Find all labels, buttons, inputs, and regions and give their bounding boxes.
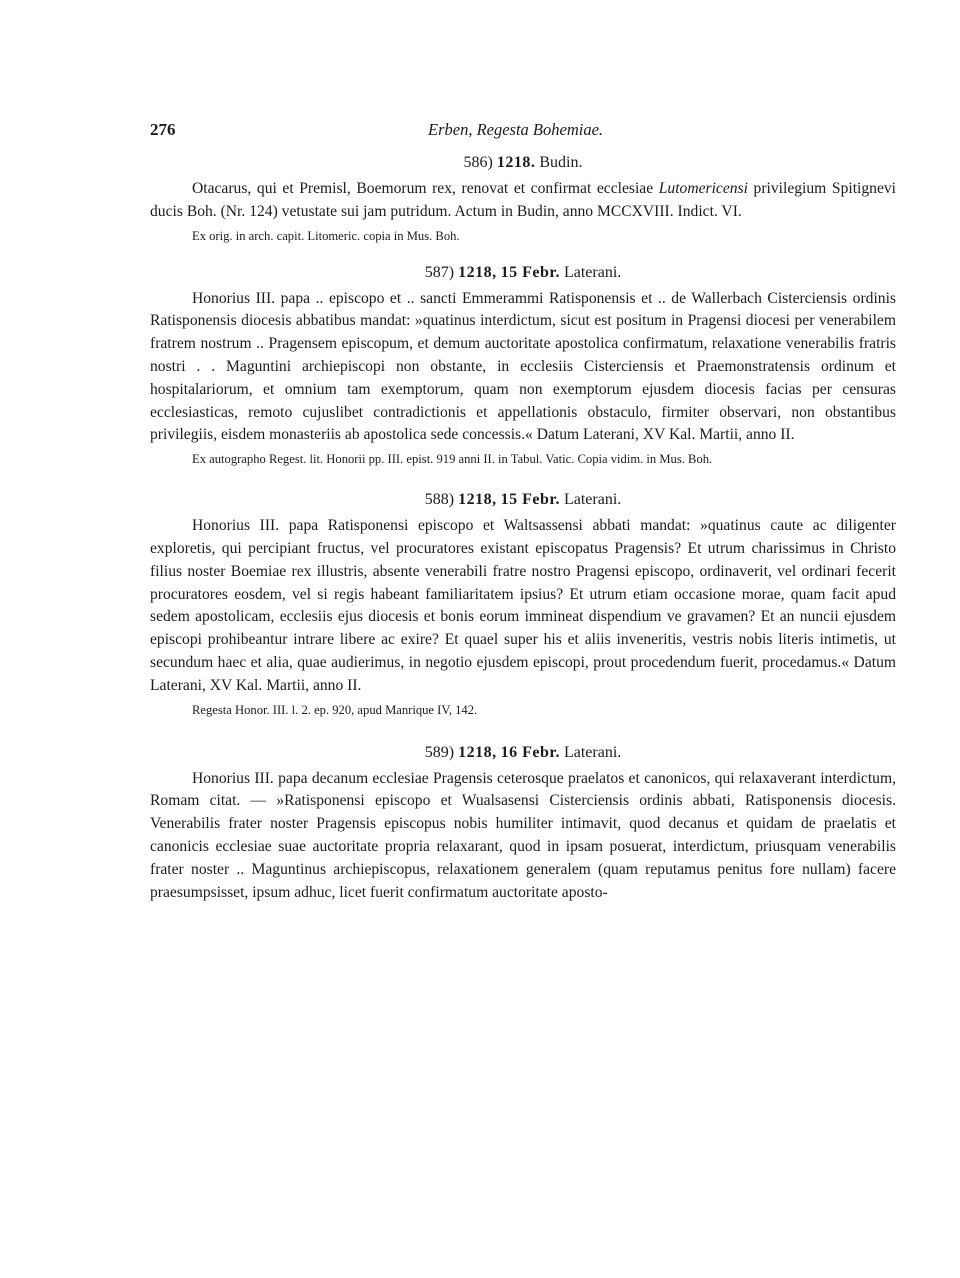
regest-entry-587 — [150, 264, 896, 470]
entry-heading — [150, 264, 896, 282]
running-title: Erben, Regesta Bohemiae. — [428, 120, 604, 139]
entry-date: 16 Febr. — [500, 743, 560, 761]
entry-year: 1218, — [458, 743, 497, 761]
entry-year: 1218, — [458, 491, 497, 509]
entry-number: 589) — [424, 743, 455, 761]
entry-heading — [150, 491, 896, 509]
entry-source: Ex orig. in arch. capit. Litomeric. copia in Mus. Boh. — [192, 228, 460, 243]
entry-place: Budin. — [539, 154, 583, 171]
entry-source: Regesta Honor. III. l. 2. ep. 920, apud Manrique IV, 142. — [192, 702, 478, 717]
entry-text — [150, 178, 896, 224]
entry-date: 15 Febr. — [500, 491, 560, 509]
document-page — [150, 120, 896, 904]
entry-source: Ex autographo Regest. lit. Honorii pp. III. epist. 919 anni II. in Tabul. Vatic. Copia vidim. in Mus. Boh. — [192, 452, 713, 467]
regest-entry-588 — [150, 491, 896, 719]
entry-text: Honorius III. papa decanum ecclesiae Pragensis ceterosque praelatos et canonicos, qui relaxaverant interdictum, Romam citat. — »Ratisponensi episcopo et Wualsasensi Cisterciensis ordinis abbati, Ratisponensis diocesis. Venerabilis frater noster Pragensis episcopus nobis humiliter intimavit, quod decanus et quidam de praelatis et canonicis ecclesiae suae auctoritate propria relaxarant, quod in ipsam posuerat, interdictum, priusquam venerabilis frater noster .. Maguntinus archiepiscopus, relaxationem generalem (quam reputamus penitus fore nullam) facere praesumpsisset, ipsum adhuc, licet fuerit confirmatum auctoritate aposto- — [150, 769, 896, 901]
page-number: 276 — [150, 120, 176, 139]
entry-text: Honorius III. papa Ratisponensi episcopo et Waltsassensi abbati mandat: »quatinus caute ac diligenter exploretis, qui percipiant fructus, vel procuratores existant episcopatus Pragensis? Et utrum charissimus in Christo filius noster Boemiae rex illustris, absente venerabili fratre nostro Pragensi episcopo, ordinaverit, vel ordinari fecerit procuratores eosdem, vel si regis habeant familiaritatem ipsius? Et utrum etiam occasione morae, quam facit apud sedem apostolicam, ecclesiis ejus diocesis et bonis eorum immineat dispendium ve gravamen? Et an nuncii ejusdem episcopi prohibeantur intrare libere ac exire? Et quael super his et aliis inveneritis, vestris nobis literis intimetis, ut secundum haec et alia, quae audierimus, in negotio ejusdem episcopi, prout procedendum fuerit, procedamus.« Datum Laterani, XV Kal. Martii, anno II. — [150, 517, 896, 694]
entry-number: 587) — [424, 263, 455, 281]
entry-number: 586) — [463, 154, 493, 171]
entry-place: Laterani. — [563, 491, 622, 509]
entry-place: Laterani. — [563, 743, 622, 761]
regest-entry-586 — [150, 154, 896, 246]
entry-text-italic: Lutomericensi — [658, 180, 748, 197]
entry-number: 588) — [424, 491, 455, 509]
entry-heading — [150, 154, 896, 172]
entry-text: Honorius III. papa .. episcopo et .. sancti Emmerammi Ratisponensis et .. de Wallerbach Cisterciensis ordinis Ratisponensis diocesis abbatibus mandat: »quatinus interdictum, sicut est positum in Pragensi diocesi per venerabilem fratrem nostrum .. Pragensem episcopum, et demum auctoritate apostolica confirmatum, relaxatione venerabilis fratris nostri . . Maguntini archiepiscopi non obstante, in ecclesiis Cisterciensis et Praemonstratensis ordinum et hospitalariorum, et omnium tam exemptorum, quam non exemptorum ejusdem diocesis facias per censuras ecclesiasticas, remoto cujuslibet contradictionis et appellationis obstaculo, firmiter observari, non obstantibus privilegiis, eisdem monasteriis ab apostolica sede concessis.« Datum Laterani, XV Kal. Martii, anno II. — [150, 289, 896, 444]
entry-place: Laterani. — [563, 263, 622, 281]
entry-year: 1218, — [458, 263, 497, 281]
entry-date: 15 Febr. — [500, 263, 560, 281]
entry-text-lead: Otacarus, qui et Premisl, Boemorum rex, renovat et confirmat ecclesiae — [192, 180, 659, 197]
entry-year: 1218. — [496, 154, 536, 171]
entry-text-rest: privilegium Spitignevi ducis Boh. (Nr. 124) vetustate sui jam putridum. Actum in Budin, anno MCCXVIII. Indict. VI. — [150, 180, 897, 220]
entry-heading — [150, 744, 896, 762]
running-head — [150, 120, 896, 150]
regest-entry-589 — [150, 744, 896, 905]
